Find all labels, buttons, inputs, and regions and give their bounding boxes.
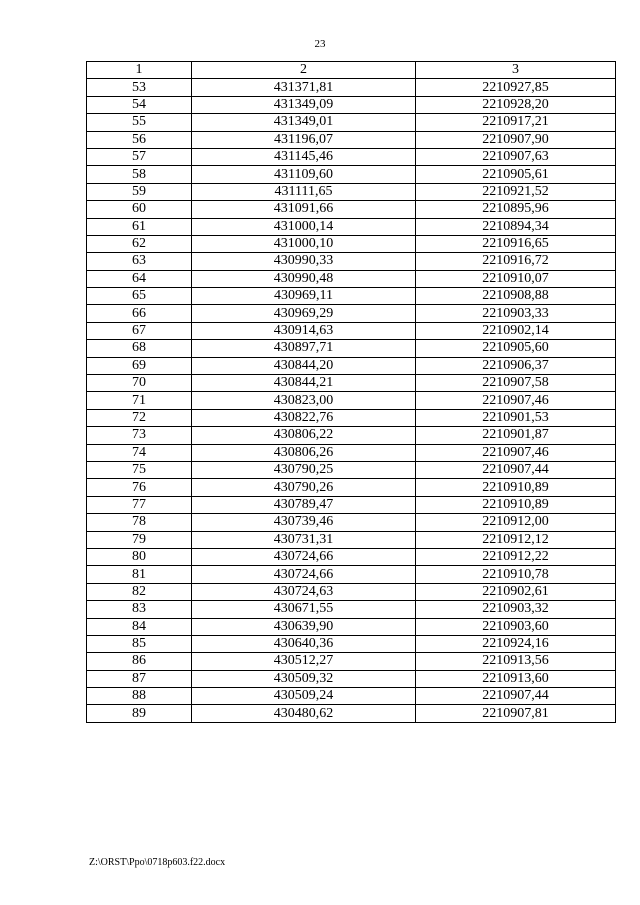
y-coordinate-cell: 2210921,52 (416, 183, 616, 200)
x-coordinate-cell: 430990,33 (192, 253, 416, 270)
x-coordinate-cell: 431111,65 (192, 183, 416, 200)
y-coordinate-cell: 2210905,60 (416, 340, 616, 357)
point-number-cell: 68 (87, 340, 192, 357)
point-number-cell: 89 (87, 705, 192, 722)
point-number-cell: 76 (87, 479, 192, 496)
x-coordinate-cell: 430914,63 (192, 322, 416, 339)
point-number-cell: 55 (87, 114, 192, 131)
x-coordinate-cell: 430969,11 (192, 288, 416, 305)
point-number-cell: 69 (87, 357, 192, 374)
table-row (87, 409, 616, 426)
point-number-cell: 77 (87, 496, 192, 513)
table-row (87, 635, 616, 652)
point-number-cell: 75 (87, 461, 192, 478)
y-coordinate-cell: 2210912,00 (416, 514, 616, 531)
point-number-cell: 72 (87, 409, 192, 426)
point-number-cell: 67 (87, 322, 192, 339)
table-row (87, 305, 616, 322)
y-coordinate-cell: 2210916,72 (416, 253, 616, 270)
x-coordinate-cell: 431349,01 (192, 114, 416, 131)
y-coordinate-cell: 2210912,22 (416, 548, 616, 565)
point-number-cell: 65 (87, 288, 192, 305)
page-number: 23 (314, 38, 326, 50)
y-coordinate-cell: 2210902,61 (416, 583, 616, 600)
table-row (87, 288, 616, 305)
y-coordinate-cell: 2210910,07 (416, 270, 616, 287)
table-header-row (87, 62, 616, 79)
x-coordinate-cell: 430640,36 (192, 635, 416, 652)
x-coordinate-cell: 430739,46 (192, 514, 416, 531)
point-number-cell: 85 (87, 635, 192, 652)
y-coordinate-cell: 2210903,60 (416, 618, 616, 635)
y-coordinate-cell: 2210901,53 (416, 409, 616, 426)
table-row (87, 653, 616, 670)
table-row (87, 601, 616, 618)
table-row (87, 548, 616, 565)
table-row (87, 392, 616, 409)
point-number-cell: 80 (87, 548, 192, 565)
table-row (87, 705, 616, 722)
x-coordinate-cell: 430724,66 (192, 566, 416, 583)
y-coordinate-cell: 2210916,65 (416, 235, 616, 252)
y-coordinate-cell: 2210903,33 (416, 305, 616, 322)
y-coordinate-cell: 2210924,16 (416, 635, 616, 652)
y-coordinate-cell: 2210906,37 (416, 357, 616, 374)
point-number-cell: 78 (87, 514, 192, 531)
x-coordinate-cell: 430731,31 (192, 531, 416, 548)
point-number-cell: 56 (87, 131, 192, 148)
y-coordinate-cell: 2210907,46 (416, 392, 616, 409)
x-coordinate-cell: 431091,66 (192, 201, 416, 218)
point-number-cell: 61 (87, 218, 192, 235)
x-coordinate-cell: 430509,24 (192, 688, 416, 705)
x-coordinate-cell: 430822,76 (192, 409, 416, 426)
point-number-cell: 82 (87, 583, 192, 600)
table-row (87, 201, 616, 218)
x-coordinate-cell: 430806,26 (192, 444, 416, 461)
point-number-cell: 74 (87, 444, 192, 461)
point-number-cell: 81 (87, 566, 192, 583)
y-coordinate-cell: 2210907,46 (416, 444, 616, 461)
table-row (87, 531, 616, 548)
x-coordinate-cell: 431349,09 (192, 96, 416, 113)
table-row (87, 322, 616, 339)
point-number-cell: 62 (87, 235, 192, 252)
y-coordinate-cell: 2210905,61 (416, 166, 616, 183)
y-coordinate-cell: 2210913,56 (416, 653, 616, 670)
point-number-cell: 66 (87, 305, 192, 322)
column-header-1: 1 (87, 62, 192, 79)
y-coordinate-cell: 2210907,58 (416, 375, 616, 392)
table-row (87, 583, 616, 600)
y-coordinate-cell: 2210928,20 (416, 96, 616, 113)
point-number-cell: 57 (87, 148, 192, 165)
x-coordinate-cell: 430671,55 (192, 601, 416, 618)
x-coordinate-cell: 430969,29 (192, 305, 416, 322)
point-number-cell: 63 (87, 253, 192, 270)
y-coordinate-cell: 2210907,44 (416, 461, 616, 478)
table-row (87, 618, 616, 635)
x-coordinate-cell: 430823,00 (192, 392, 416, 409)
table-row (87, 461, 616, 478)
y-coordinate-cell: 2210895,96 (416, 201, 616, 218)
x-coordinate-cell: 431000,10 (192, 235, 416, 252)
x-coordinate-cell: 430790,26 (192, 479, 416, 496)
y-coordinate-cell: 2210907,44 (416, 688, 616, 705)
table-row (87, 270, 616, 287)
table-row (87, 218, 616, 235)
y-coordinate-cell: 2210927,85 (416, 79, 616, 96)
y-coordinate-cell: 2210913,60 (416, 670, 616, 687)
x-coordinate-cell: 430844,21 (192, 375, 416, 392)
y-coordinate-cell: 2210902,14 (416, 322, 616, 339)
y-coordinate-cell: 2210901,87 (416, 427, 616, 444)
y-coordinate-cell: 2210912,12 (416, 531, 616, 548)
point-number-cell: 60 (87, 201, 192, 218)
y-coordinate-cell: 2210907,90 (416, 131, 616, 148)
table-row (87, 235, 616, 252)
point-number-cell: 88 (87, 688, 192, 705)
table-row (87, 166, 616, 183)
table-row (87, 375, 616, 392)
table-row (87, 253, 616, 270)
y-coordinate-cell: 2210903,32 (416, 601, 616, 618)
point-number-cell: 79 (87, 531, 192, 548)
table-row (87, 566, 616, 583)
x-coordinate-cell: 431371,81 (192, 79, 416, 96)
y-coordinate-cell: 2210910,89 (416, 496, 616, 513)
table-row (87, 183, 616, 200)
table-row (87, 496, 616, 513)
table-row (87, 114, 616, 131)
point-number-cell: 54 (87, 96, 192, 113)
column-header-2: 2 (192, 62, 416, 79)
table-row (87, 688, 616, 705)
x-coordinate-cell: 430509,32 (192, 670, 416, 687)
footer-file-path: Z:\ORST\Ppo\0718p603.f22.docx (89, 857, 226, 868)
x-coordinate-cell: 430990,48 (192, 270, 416, 287)
table-body (87, 79, 616, 722)
point-number-cell: 58 (87, 166, 192, 183)
x-coordinate-cell: 431196,07 (192, 131, 416, 148)
table-row (87, 131, 616, 148)
point-number-cell: 71 (87, 392, 192, 409)
y-coordinate-cell: 2210910,78 (416, 566, 616, 583)
table-row (87, 514, 616, 531)
x-coordinate-cell: 430844,20 (192, 357, 416, 374)
coordinates-table (86, 61, 616, 723)
point-number-cell: 59 (87, 183, 192, 200)
x-coordinate-cell: 430639,90 (192, 618, 416, 635)
point-number-cell: 64 (87, 270, 192, 287)
x-coordinate-cell: 430897,71 (192, 340, 416, 357)
point-number-cell: 84 (87, 618, 192, 635)
table-row (87, 479, 616, 496)
y-coordinate-cell: 2210908,88 (416, 288, 616, 305)
y-coordinate-cell: 2210917,21 (416, 114, 616, 131)
y-coordinate-cell: 2210907,63 (416, 148, 616, 165)
table-row (87, 427, 616, 444)
x-coordinate-cell: 431109,60 (192, 166, 416, 183)
table-row (87, 96, 616, 113)
point-number-cell: 83 (87, 601, 192, 618)
y-coordinate-cell: 2210910,89 (416, 479, 616, 496)
y-coordinate-cell: 2210894,34 (416, 218, 616, 235)
x-coordinate-cell: 430790,25 (192, 461, 416, 478)
x-coordinate-cell: 430480,62 (192, 705, 416, 722)
y-coordinate-cell: 2210907,81 (416, 705, 616, 722)
point-number-cell: 70 (87, 375, 192, 392)
table-row (87, 340, 616, 357)
x-coordinate-cell: 430806,22 (192, 427, 416, 444)
table-row (87, 444, 616, 461)
x-coordinate-cell: 430789,47 (192, 496, 416, 513)
column-header-3: 3 (416, 62, 616, 79)
x-coordinate-cell: 431145,46 (192, 148, 416, 165)
table-row (87, 148, 616, 165)
table-row (87, 670, 616, 687)
x-coordinate-cell: 430724,63 (192, 583, 416, 600)
point-number-cell: 87 (87, 670, 192, 687)
point-number-cell: 53 (87, 79, 192, 96)
x-coordinate-cell: 430512,27 (192, 653, 416, 670)
x-coordinate-cell: 430724,66 (192, 548, 416, 565)
x-coordinate-cell: 431000,14 (192, 218, 416, 235)
point-number-cell: 86 (87, 653, 192, 670)
point-number-cell: 73 (87, 427, 192, 444)
table-row (87, 357, 616, 374)
table-row (87, 79, 616, 96)
